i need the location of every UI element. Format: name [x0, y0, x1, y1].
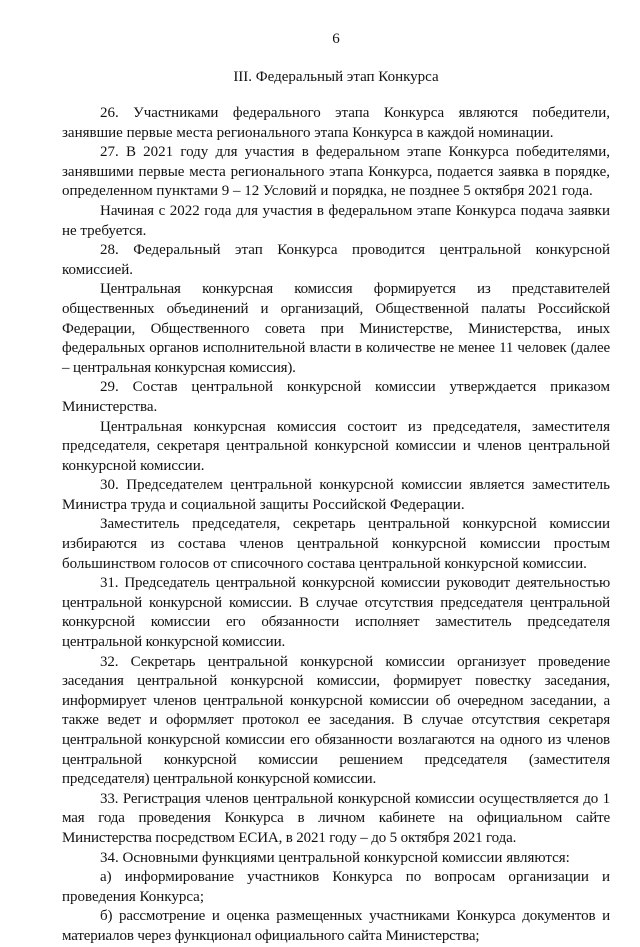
page-number: 6: [332, 31, 340, 47]
paragraph-34: 34. Основными функциями центральной конкурсной комиссии являются:: [100, 849, 570, 866]
paragraph-27: 27. В 2021 году для участия в федеральном этапе Конкурса победителями, занявшими первые места регионального этапа Конкурса, подается заявка в порядке, определенном пунктами 9 – 12 Условий и порядка, не позднее 5 октября 2021 года.: [62, 144, 610, 200]
paragraph-29-structure: Центральная конкурсная комиссия состоит из председателя, заместителя председателя, секретаря центральной конкурсной комиссии и членов центральной конкурсной комиссии.: [62, 418, 610, 474]
paragraph-33: 33. Регистрация членов центральной конкурсной комиссии осуществляется до 1 мая года проведения Конкурса в личном кабинете на официальном сайте Министерства посредством ЕСИА, в 2021 году – до 5 октября 2021 года.: [62, 790, 610, 846]
paragraph-28: 28. Федеральный этап Конкурса проводится центральной конкурсной комиссией.: [62, 242, 610, 278]
paragraph-30-election: Заместитель председателя, секретарь центральной конкурсной комиссии избираются из состава членов центральной конкурсной комиссии простым большинством голосов от списочного состава центральной конкурсной комиссии.: [62, 516, 610, 572]
paragraph-31: 31. Председатель центральной конкурсной комиссии руководит деятельностью центральной конкурсной комиссии. В случае отсутствия председателя центральной конкурсной комиссии его обязанности исполняет заместитель председателя центральной конкурсной комиссии.: [62, 575, 610, 651]
paragraph-29: 29. Состав центральной конкурсной комиссии утверждается приказом Министерства.: [62, 379, 610, 415]
paragraph-27-continuation: Начиная с 2022 года для участия в федеральном этапе Конкурса подача заявки не требуется.: [62, 202, 610, 239]
paragraph-28-commission-composition: Центральная конкурсная комиссия формируется из представителей общественных объединений и организаций, Общественной палаты Российской Федерации, Общественного совета при Министерстве, Министерства, иных федеральных органов исполнительной власти в количестве не менее 11 человек (далее – центральная конкурсная комиссия).: [62, 281, 610, 376]
paragraph-30: 30. Председателем центральной конкурсной комиссии является заместитель Министра труда и социальной защиты Российской Федерации.: [62, 477, 610, 513]
paragraph-26: 26. Участниками федерального этапа Конкурса являются победители, занявшие первые места регионального этапа Конкурса в каждой номинации.: [62, 105, 610, 141]
paragraph-32: 32. Секретарь центральной конкурсной комиссии организует проведение заседания центральной конкурсной комиссии, формирует повестку заседания, информирует членов центральной конкурсной комиссии об очередном заседании, а также ведет и оформляет протокол ее заседания. В случае отсутствия секретаря центральной конкурсной комиссии его обязанности возлагаются на одного из членов центральной конкурсной комиссии решением председателя (заместителя председателя) центральной конкурсной комиссии.: [62, 653, 610, 788]
section-title: III. Федеральный этап Конкурса: [233, 69, 439, 85]
paragraph-34-item-b: б) рассмотрение и оценка размещенных участниками Конкурса документов и материалов через функционал официального сайта Министерства;: [62, 908, 610, 944]
paragraph-34-item-a: а) информирование участников Конкурса по вопросам организации и проведения Конкурса;: [62, 869, 610, 905]
document-page: [62, 30, 610, 947]
